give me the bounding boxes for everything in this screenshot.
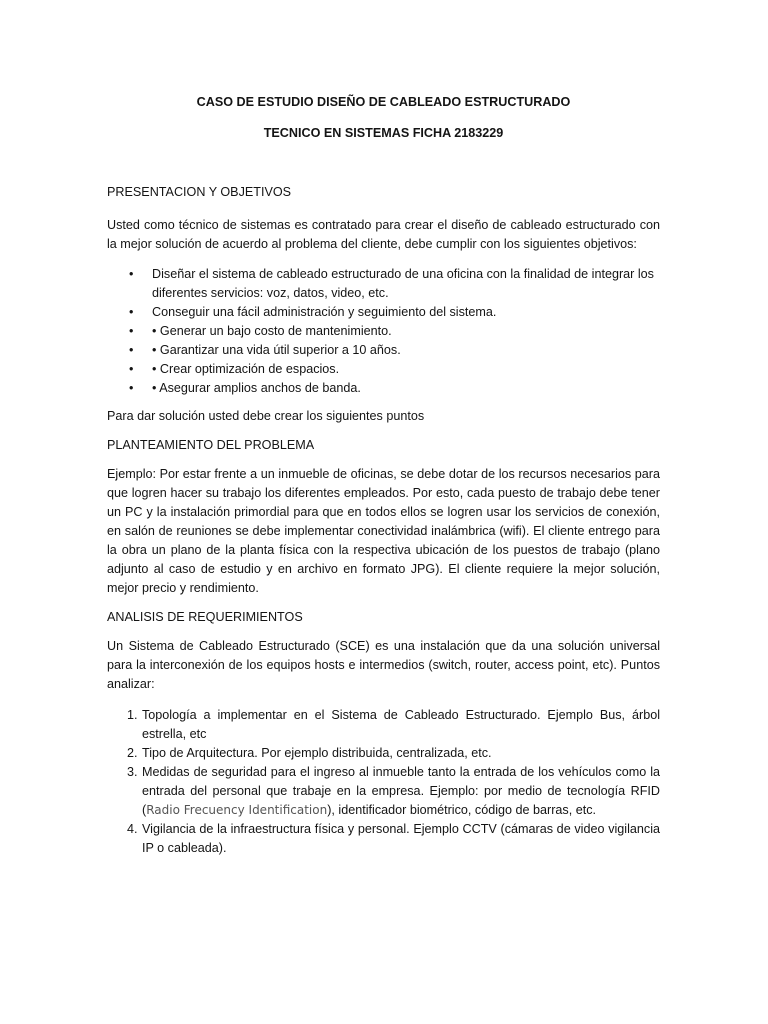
- list-item: [107, 341, 660, 360]
- bullet-icon: •: [129, 267, 134, 281]
- requirement-text: Topología a implementar en el Sistema de Cableado Estructurado. Ejemplo Bus, árbol estrella, etc: [142, 708, 660, 741]
- section-heading-analysis: ANALISIS DE REQUERIMIENTOS: [107, 610, 303, 624]
- list-item: [107, 820, 660, 858]
- bullet-icon: •: [129, 305, 134, 319]
- document-body: [107, 93, 660, 858]
- list-item: [107, 265, 660, 303]
- objective-text: Diseñar el sistema de cableado estructurado de una oficina con la finalidad de integrar los diferentes servicios: voz, datos, video, etc.: [152, 267, 654, 300]
- document-subtitle: TECNICO EN SISTEMAS FICHA 2183229: [263, 126, 504, 140]
- section-heading-presentation: PRESENTACION Y OBJETIVOS: [107, 185, 292, 199]
- list-item: [107, 360, 660, 379]
- list-number: 2.: [127, 746, 138, 760]
- objective-text: • Generar un bajo costo de mantenimiento.: [152, 324, 392, 338]
- requirement-text: Tipo de Arquitectura. Por ejemplo distribuida, centralizada, etc.: [142, 746, 492, 760]
- objective-text: • Garantizar una vida útil superior a 10 años.: [152, 343, 401, 357]
- document-title: CASO DE ESTUDIO DISEÑO DE CABLEADO ESTRUCTURADO: [196, 95, 571, 109]
- list-number: 1.: [127, 708, 138, 722]
- list-item: [107, 744, 660, 763]
- list-item: [107, 379, 660, 398]
- bullet-icon: •: [129, 362, 134, 376]
- intro-paragraph: Usted como técnico de sistemas es contratado para crear el diseño de cableado estructurado con la mejor solución de acuerdo al problema del cliente, debe cumplir con los siguientes objetivos:: [107, 218, 660, 251]
- list-item: [107, 303, 660, 322]
- section-heading-problem: PLANTEAMIENTO DEL PROBLEMA: [107, 438, 315, 452]
- objective-text: • Asegurar amplios anchos de banda.: [152, 381, 361, 395]
- problem-paragraph: Ejemplo: Por estar frente a un inmueble de oficinas, se debe dotar de los recursos necesarios para que logren hacer su trabajo los diferentes empleados. Por esto, cada puesto de trabajo debe tener un PC y la instalación primordial para que en todos ellos se logren usar los servicios de conexión, en salón de reuniones se debe implementar conectividad inalámbrica (wifi). El cliente entrego para la obra un plano de la planta física con la respectiva ubicación de los puestos de trabajo (plano adjunto al caso de estudio y en archivo en formato JPG). El cliente requiere la mejor solución, mejor precio y rendimiento.: [107, 467, 660, 595]
- requirement-text-after: ), identificador biométrico, código de barras, etc.: [327, 803, 597, 817]
- bullet-icon: •: [129, 381, 134, 395]
- rfid-expansion: Radio Frecuency Identification: [146, 803, 328, 817]
- objective-text: • Crear optimización de espacios.: [152, 362, 340, 376]
- list-item: [107, 706, 660, 744]
- list-item: [107, 763, 660, 820]
- requirement-text-before: Medidas de seguridad para el ingreso al inmueble tanto la entrada de los vehículos como la entrada del personal que trabaje en la empresa. Ejemplo: por medio de tecnología RFID (: [142, 765, 660, 817]
- requirement-text: Vigilancia de la infraestructura física y personal. Ejemplo CCTV (cámaras de video vigilancia IP o cableada).: [142, 822, 660, 855]
- requirements-list: [107, 706, 660, 858]
- list-item: [107, 322, 660, 341]
- bullet-icon: •: [129, 343, 134, 357]
- objectives-list: [107, 265, 660, 398]
- solution-intro: Para dar solución usted debe crear los siguientes puntos: [107, 409, 425, 423]
- objective-text: Conseguir una fácil administración y seguimiento del sistema.: [152, 305, 497, 319]
- list-number: 4.: [127, 822, 138, 836]
- analysis-paragraph: Un Sistema de Cableado Estructurado (SCE) es una instalación que da una solución universal para la interconexión de los equipos hosts e intermedios (switch, router, access point, etc). Puntos analizar:: [107, 639, 660, 691]
- list-number: 3.: [127, 765, 138, 779]
- bullet-icon: •: [129, 324, 134, 338]
